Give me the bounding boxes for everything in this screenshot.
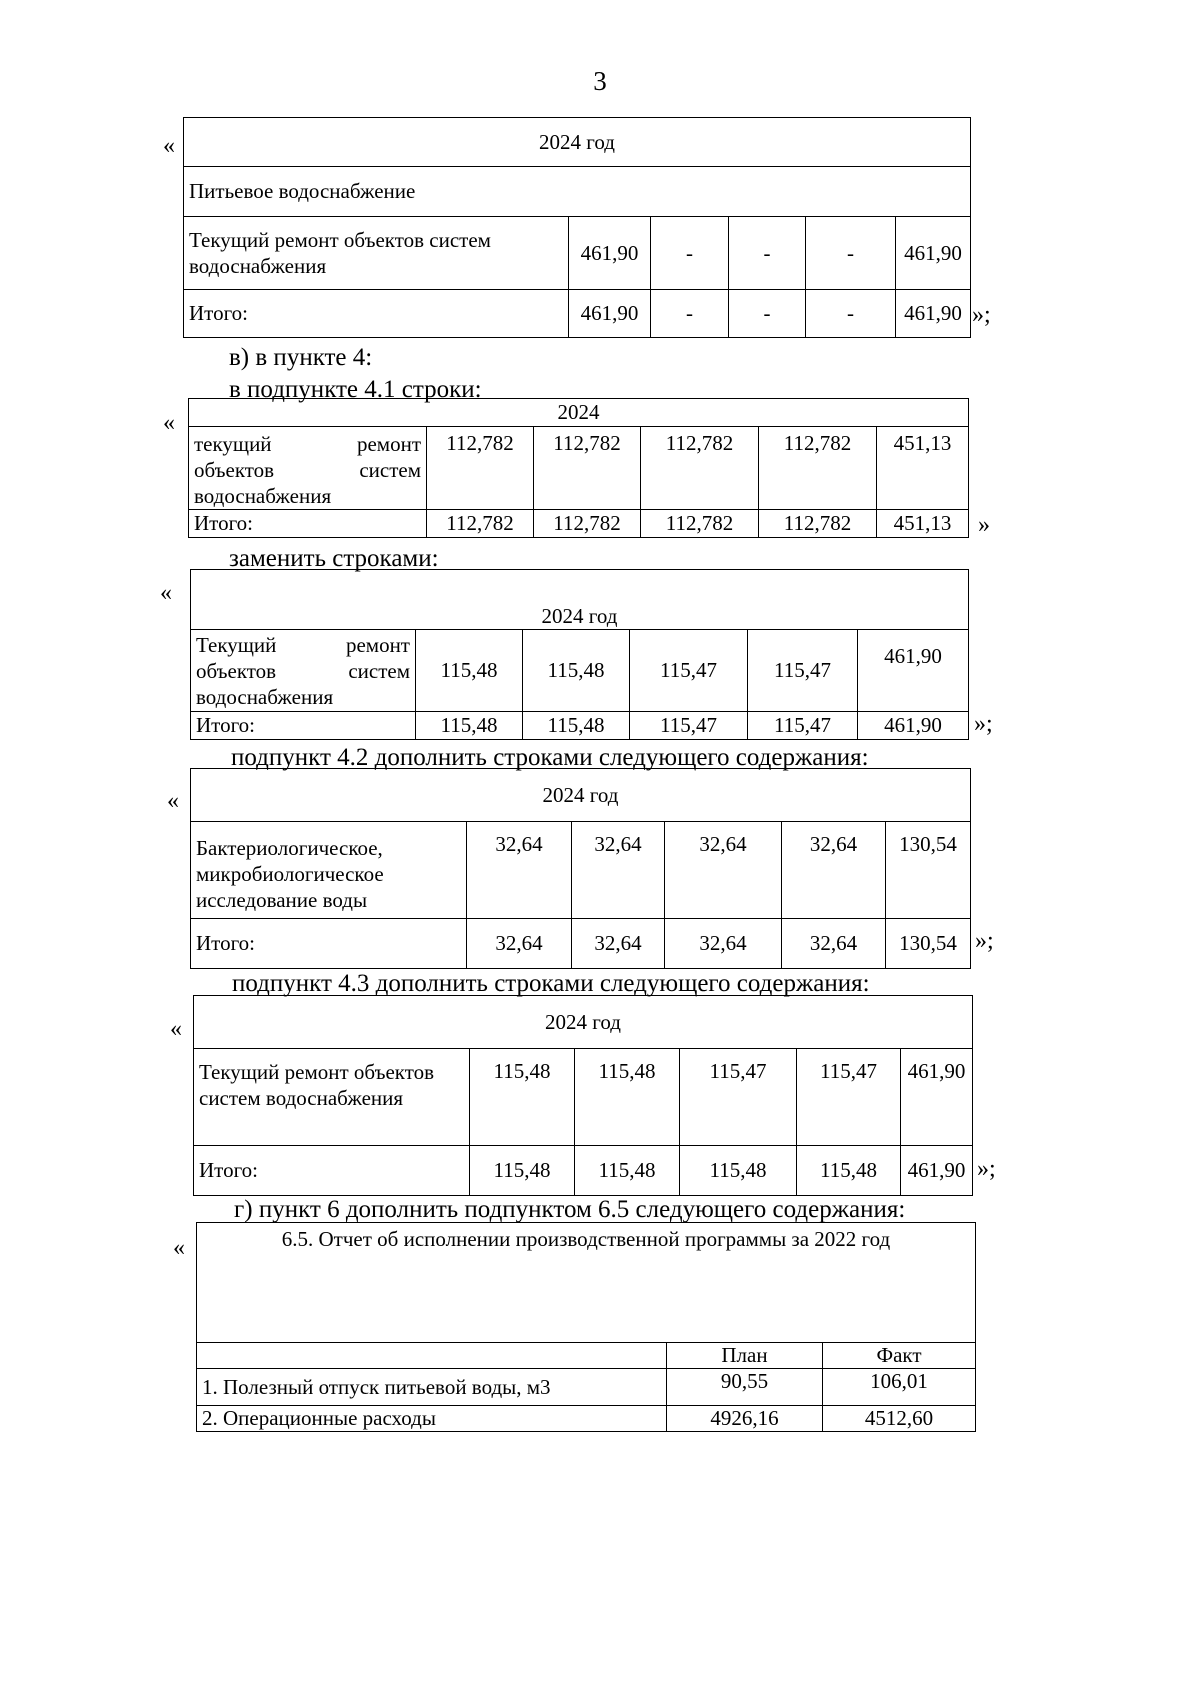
table-cell: 451,13 xyxy=(877,510,969,538)
table-water-supply-2024 xyxy=(183,117,971,338)
table-cell: 32,64 xyxy=(572,822,665,919)
page-number: 3 xyxy=(593,66,607,96)
table-cell: 451,13 xyxy=(877,427,969,510)
table-cell: 115,47 xyxy=(797,1049,901,1146)
table-cell: - xyxy=(651,217,729,290)
table-cell: 130,54 xyxy=(886,919,971,969)
table-row xyxy=(189,427,969,510)
table-row xyxy=(194,1146,973,1196)
table-cell: - xyxy=(729,217,806,290)
table-cell: 115,48 xyxy=(797,1146,901,1196)
row-label: 2. Операционные расходы xyxy=(197,1406,667,1432)
open-quote: « xyxy=(173,1235,185,1261)
table-cell: 115,48 xyxy=(416,712,523,740)
close-quote: » xyxy=(978,512,990,538)
row-label: Текущий ремонт объектов систем водоснабжения xyxy=(191,630,416,712)
table-cell: - xyxy=(806,290,896,338)
table-cell: 115,47 xyxy=(630,712,748,740)
plan-cell: 90,55 xyxy=(667,1369,823,1406)
table-row xyxy=(197,1369,976,1406)
row-label: 1. Полезный отпуск питьевой воды, м3 xyxy=(197,1369,667,1406)
table-cell: 115,48 xyxy=(523,712,630,740)
table-6-5-report xyxy=(196,1222,976,1432)
open-quote: « xyxy=(163,410,175,436)
row-label: Итого: xyxy=(191,712,416,740)
paragraph-4-3: подпункт 4.3 дополнить строками следующего содержания: xyxy=(232,970,870,997)
table-cell: - xyxy=(729,290,806,338)
row-label: Итого: xyxy=(189,510,427,538)
table-cell: 115,48 xyxy=(575,1146,680,1196)
row-label: Бактериологическое, микробиологическое исследование воды xyxy=(191,822,467,919)
table-cell: 32,64 xyxy=(467,919,572,969)
table-row xyxy=(197,1406,976,1432)
table-cell: 115,48 xyxy=(470,1146,575,1196)
table-4-2 xyxy=(190,768,971,969)
table-4-3 xyxy=(193,995,973,1196)
open-quote: « xyxy=(170,1016,182,1042)
table-row xyxy=(191,630,969,712)
table-row xyxy=(191,919,971,969)
table-cell: 461,90 xyxy=(858,712,969,740)
table-cell: 112,782 xyxy=(759,510,877,538)
table-row xyxy=(184,290,971,338)
table-row xyxy=(191,822,971,919)
table-row xyxy=(184,217,971,290)
table-cell: 112,782 xyxy=(641,427,759,510)
table-cell: 32,64 xyxy=(782,822,886,919)
table-cell: 32,64 xyxy=(467,822,572,919)
table-cell: 115,47 xyxy=(630,630,748,712)
table-row xyxy=(194,1049,973,1146)
table-cell: 461,90 xyxy=(858,630,969,712)
row-label: Итого: xyxy=(194,1146,470,1196)
table-cell: 112,782 xyxy=(427,510,534,538)
table-cell: - xyxy=(806,217,896,290)
table-header: 2024 год xyxy=(194,996,973,1049)
open-quote: « xyxy=(160,580,172,606)
table-cell: 115,48 xyxy=(680,1146,797,1196)
paragraph-v-sub: в подпункте 4.1 строки: xyxy=(229,376,482,403)
table-header: 2024 xyxy=(189,399,969,427)
table-cell: 115,47 xyxy=(748,712,858,740)
plan-cell: 4926,16 xyxy=(667,1406,823,1432)
table-header: 2024 год xyxy=(191,570,969,630)
paragraph-v: в) в пункте 4: xyxy=(229,344,373,371)
table-cell: 32,64 xyxy=(665,919,782,969)
table-cell: 461,90 xyxy=(896,217,971,290)
table-cell: 115,48 xyxy=(470,1049,575,1146)
close-quote: »; xyxy=(972,302,991,328)
table-4-1-new xyxy=(190,569,969,740)
fact-cell: 4512,60 xyxy=(823,1406,976,1432)
paragraph-g: г) пункт 6 дополнить подпунктом 6.5 следующего содержания: xyxy=(234,1196,906,1223)
table-cell: 115,48 xyxy=(416,630,523,712)
table-cell: 112,782 xyxy=(534,427,641,510)
table-cell: - xyxy=(651,290,729,338)
table-cell: 115,47 xyxy=(748,630,858,712)
table-cell: 112,782 xyxy=(427,427,534,510)
close-quote: »; xyxy=(977,1156,996,1182)
table-cell: 115,47 xyxy=(680,1049,797,1146)
paragraph-replace: заменить строками: xyxy=(229,545,439,572)
section-heading: Питьевое водоснабжение xyxy=(184,167,971,217)
close-quote: »; xyxy=(975,928,994,954)
row-label: Итого: xyxy=(191,919,467,969)
table-cell: 32,64 xyxy=(782,919,886,969)
close-quote: »; xyxy=(974,711,993,737)
table-cell: 461,90 xyxy=(569,290,651,338)
row-label: текущий ремонт объектов систем водоснабжения xyxy=(189,427,427,510)
row-label: Итого: xyxy=(184,290,569,338)
column-header-fact: Факт xyxy=(823,1343,976,1369)
table-header-row xyxy=(197,1343,976,1369)
table-header: 2024 год xyxy=(184,118,971,167)
row-label: Текущий ремонт объектов систем водоснабжения xyxy=(194,1049,470,1146)
table-4-1-old xyxy=(188,398,969,538)
paragraph-4-2: подпункт 4.2 дополнить строками следующего содержания: xyxy=(231,744,869,771)
table-cell: 130,54 xyxy=(886,822,971,919)
fact-cell: 106,01 xyxy=(823,1369,976,1406)
table-cell: 461,90 xyxy=(569,217,651,290)
table-cell: 112,782 xyxy=(759,427,877,510)
table-cell: 112,782 xyxy=(641,510,759,538)
table-cell: 115,48 xyxy=(575,1049,680,1146)
table-row xyxy=(191,712,969,740)
table-cell: 112,782 xyxy=(534,510,641,538)
column-header xyxy=(197,1343,667,1369)
table-cell: 32,64 xyxy=(665,822,782,919)
row-label: Текущий ремонт объектов систем водоснабжения xyxy=(184,217,569,290)
table-cell: 115,48 xyxy=(523,630,630,712)
table-header: 2024 год xyxy=(191,769,971,822)
open-quote: « xyxy=(167,788,179,814)
column-header-plan: План xyxy=(667,1343,823,1369)
table-cell: 461,90 xyxy=(901,1146,973,1196)
table-row xyxy=(189,510,969,538)
table-cell: 32,64 xyxy=(572,919,665,969)
open-quote: « xyxy=(163,133,175,159)
report-title: 6.5. Отчет об исполнении производственной программы за 2022 год xyxy=(197,1223,976,1343)
table-cell: 461,90 xyxy=(896,290,971,338)
table-cell: 461,90 xyxy=(901,1049,973,1146)
